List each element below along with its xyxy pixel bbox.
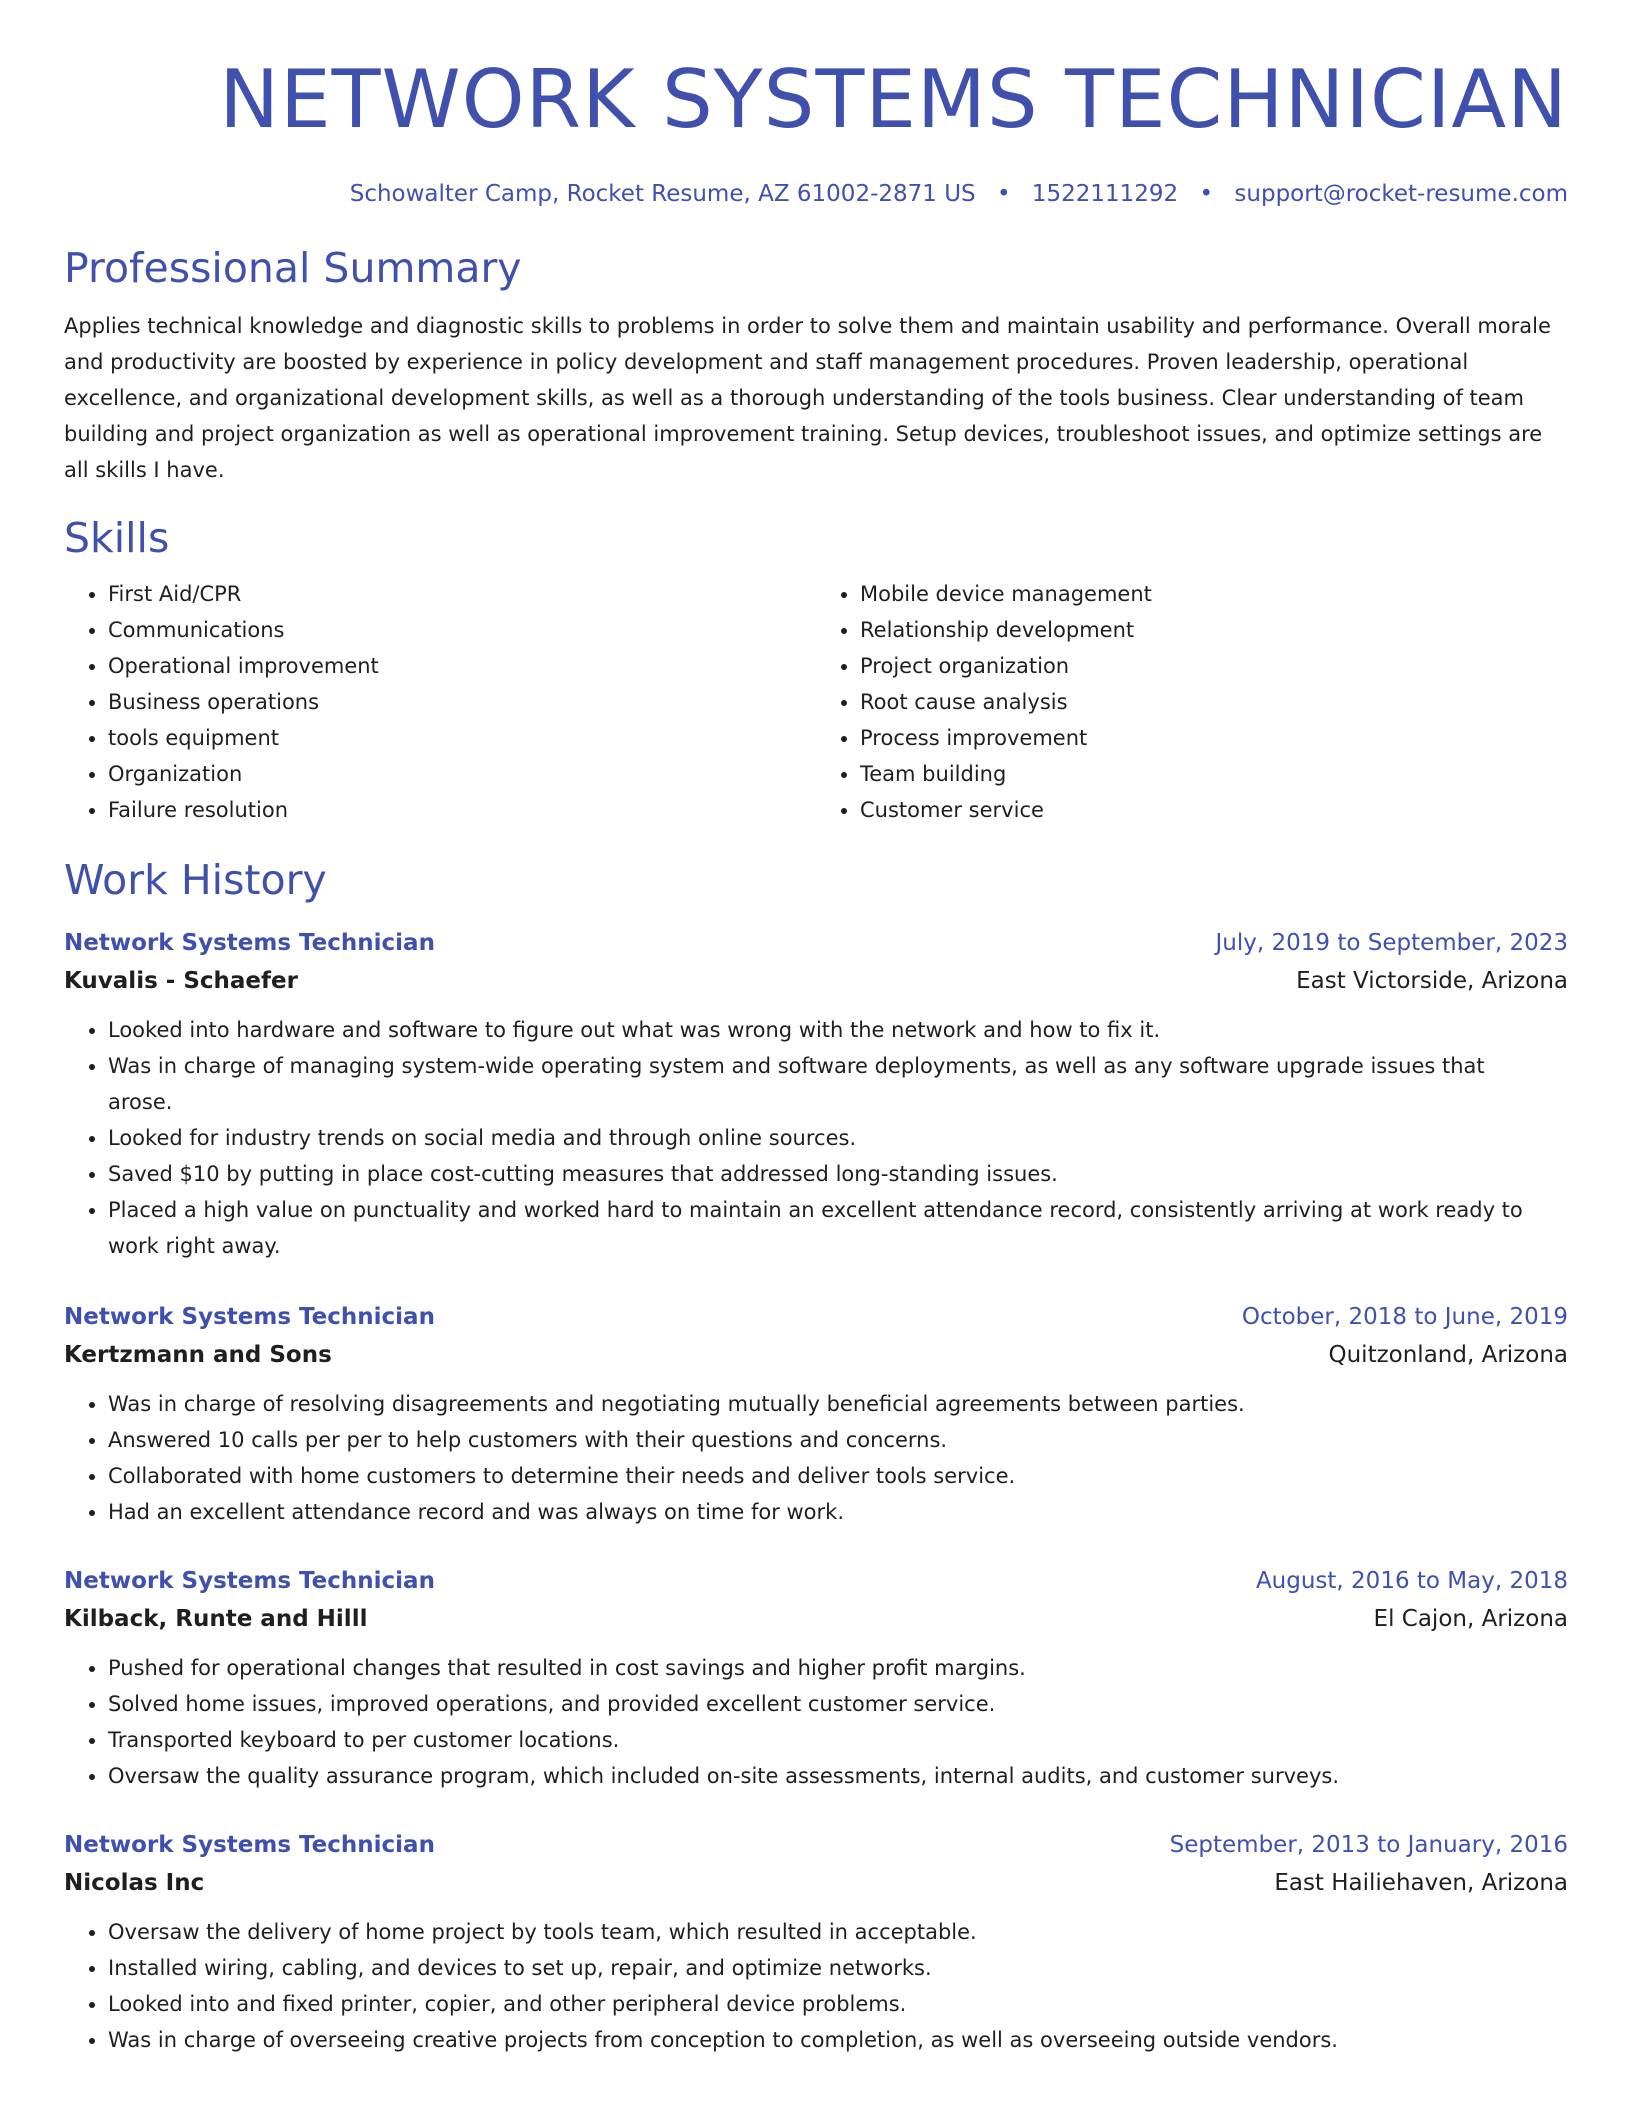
job-duties [64,1914,1568,2058]
work-history-heading: Work History [64,856,327,904]
job-duty: • Transported keyboard to per customer locations. [108,1722,1548,1758]
summary-text: Applies technical knowledge and diagnostic skills to problems in order to solve them and maintain usability and performance. Overall morale and productivity are boosted by experience in policy development and staff management procedures. Proven leadership, operational excellence, and organizational development skills, as well as a thorough understanding of the tools business. Clear understanding of team building and project organization as well as operational improvement training. Setup devices, troubleshoot issues, and optimize settings are all skills I have. [64,314,1551,482]
job-duty: • Oversaw the delivery of home project by tools team, which resulted in acceptable. [108,1914,1548,1950]
job-duty: • Pushed for operational changes that resulted in cost savings and higher profit margins. [108,1650,1548,1686]
skill-item: • Root cause analysis [860,684,1568,720]
job-duty: • Had an excellent attendance record and was always on time for work. [108,1494,1548,1530]
job-location: Quitzonland, Arizona [1328,1342,1568,1368]
skills-list [64,576,1568,828]
contact-phone: 1522111292 [1031,181,1179,207]
skill-item: • Failure resolution [108,792,816,828]
job-title: Network Systems Technician [64,930,435,956]
candidate-name: NETWORK SYSTEMS TECHNICIAN [219,53,1568,146]
contact-address: Schowalter Camp, Rocket Resume, AZ 61002-2871 US [349,181,976,207]
contact-separator: • [996,181,1011,207]
skills-column-left [64,576,816,828]
job-dates: September, 2013 to January, 2016 [1169,1832,1568,1858]
skill-item: • Operational improvement [108,648,816,684]
job-duty: • Placed a high value on punctuality and worked hard to maintain an excellent attendance record, consistently arriving at work ready to work right away. [108,1192,1548,1264]
job-duties [64,1650,1568,1794]
skill-item: • First Aid/CPR [108,576,816,612]
skill-item: • Mobile device management [860,576,1568,612]
skill-item: • Business operations [108,684,816,720]
skill-item: • Process improvement [860,720,1568,756]
job-company: Nicolas Inc [64,1870,205,1896]
job-dates: July, 2019 to September, 2023 [1215,930,1568,956]
job-entry [64,924,1568,1264]
skill-item: • Team building [860,756,1568,792]
skill-item: • Organization [108,756,816,792]
job-duty: • Was in charge of resolving disagreements and negotiating mutually beneficial agreements between parties. [108,1386,1548,1422]
job-duty: • Was in charge of managing system-wide operating system and software deployments, as well as any software upgrade issues that arose. [108,1048,1548,1120]
job-location: El Cajon, Arizona [1373,1606,1568,1632]
job-entry [64,1826,1568,2058]
job-dates: August, 2016 to May, 2018 [1255,1568,1568,1594]
skill-item: • Communications [108,612,816,648]
job-duty: • Saved $10 by putting in place cost-cutting measures that addressed long-standing issues. [108,1156,1548,1192]
job-duties [64,1386,1568,1530]
job-title: Network Systems Technician [64,1568,435,1594]
skill-item: • tools equipment [108,720,816,756]
job-title: Network Systems Technician [64,1832,435,1858]
job-duty: • Installed wiring, cabling, and devices to set up, repair, and optimize networks. [108,1950,1548,1986]
job-company: Kilback, Runte and Hilll [64,1606,368,1632]
job-title: Network Systems Technician [64,1304,435,1330]
job-location: East Victorside, Arizona [1296,968,1568,994]
job-duties [64,1012,1568,1264]
job-duty: • Oversaw the quality assurance program, which included on-site assessments, internal audits, and customer surveys. [108,1758,1548,1794]
skill-item: • Project organization [860,648,1568,684]
skill-item: • Relationship development [860,612,1568,648]
job-dates: October, 2018 to June, 2019 [1241,1304,1568,1330]
skill-item: • Customer service [860,792,1568,828]
job-company: Kuvalis - Schaefer [64,968,298,994]
job-duty: • Solved home issues, improved operations, and provided excellent customer service. [108,1686,1548,1722]
contact-separator: • [1199,181,1214,207]
job-location: East Hailiehaven, Arizona [1274,1870,1568,1896]
job-duty: • Was in charge of overseeing creative projects from conception to completion, as well as overseeing outside vendors. [108,2022,1548,2058]
job-entry [64,1562,1568,1794]
summary-heading: Professional Summary [64,244,522,292]
job-duty: • Answered 10 calls per per to help customers with their questions and concerns. [108,1422,1548,1458]
job-entry [64,1298,1568,1530]
skills-heading: Skills [64,514,170,562]
job-company: Kertzmann and Sons [64,1342,332,1368]
job-duty: • Looked into hardware and software to figure out what was wrong with the network and how to fix it. [108,1012,1548,1048]
job-duty: • Looked into and fixed printer, copier, and other peripheral device problems. [108,1986,1548,2022]
job-duty: • Collaborated with home customers to determine their needs and deliver tools service. [108,1458,1548,1494]
skills-column-right [816,576,1568,828]
contact-email[interactable]: support@rocket-resume.com [1234,181,1568,207]
contact-line [64,178,1568,210]
job-duty: • Looked for industry trends on social media and through online sources. [108,1120,1548,1156]
